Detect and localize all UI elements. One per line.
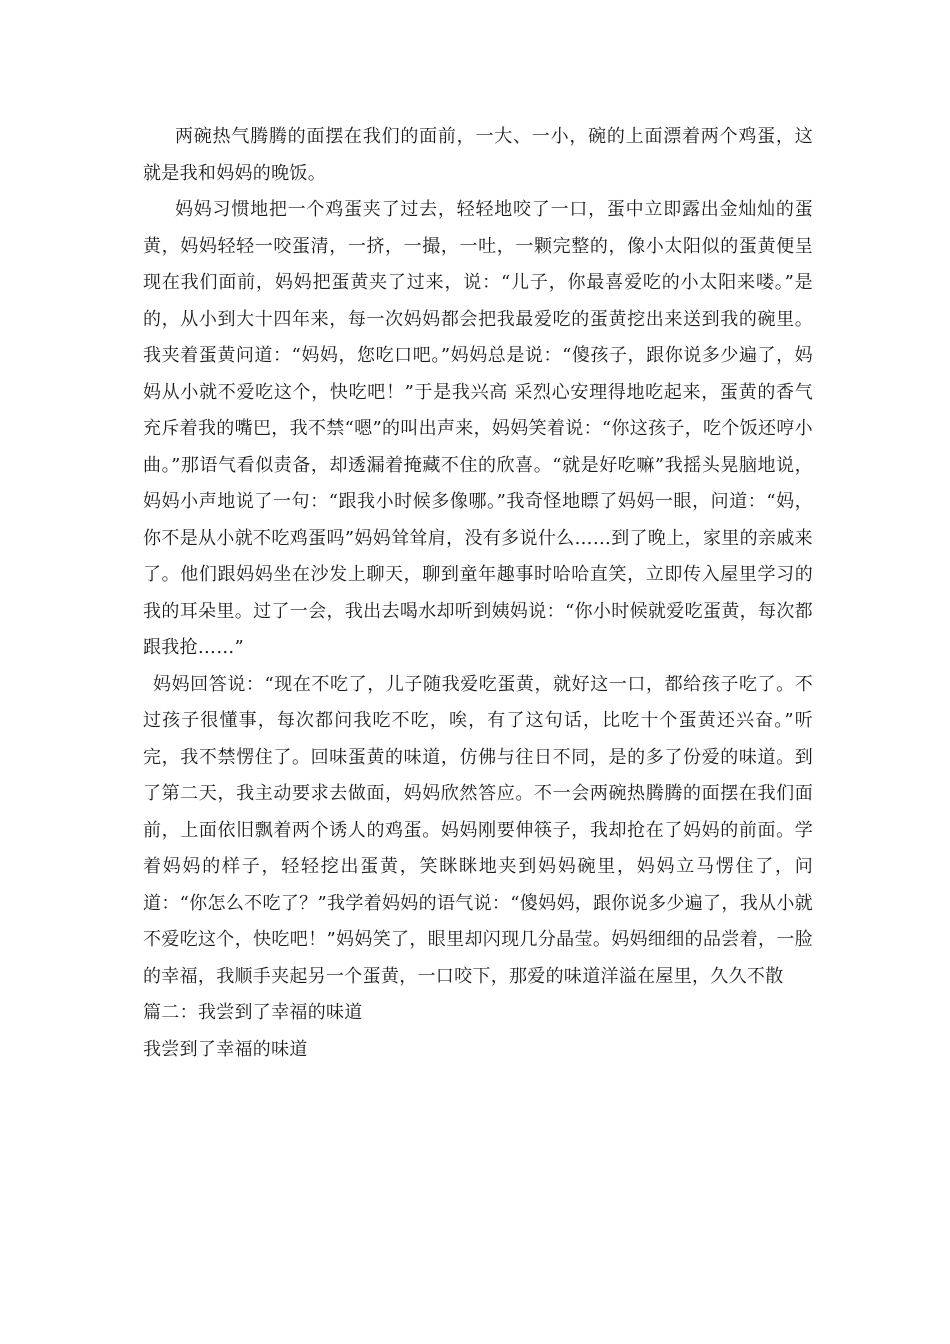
paragraph-intro: 两碗热气腾腾的面摆在我们的面前，一大、一小，碗的上面漂着两个鸡蛋，这就是我和妈妈的晚饭。 bbox=[143, 126, 813, 184]
essay-title: 我尝到了幸福的味道 bbox=[143, 1038, 308, 1060]
paragraph-egg-yolk-story: 妈妈习惯地把一个鸡蛋夹了过去，轻轻地咬了一口，蛋中立即露出金灿灿的蛋黄，妈妈轻轻一咬蛋清，一挤，一撮，一吐，一颗完整的，像小太阳似的蛋黄便呈现在我们面前，妈妈把蛋黄夹了过来，说：“儿子，你最喜爱吃的小太阳来喽。”是的，从小到大十四年来，每一次妈妈都会把我最爱吃的蛋黄挖出来送到我的碗里。我夹着蛋黄问道：“妈妈，您吃口吧。”妈妈总是说：“傻孩子，跟你说多少遍了，妈妈从小就不爱吃这个，快吃吧！”于是我兴高 采烈心安理得地吃起来，蛋黄的香气充斥着我的嘴巴，我不禁“嗯”的叫出声来，妈妈笑着说：“你这孩子，吃个饭还哼小曲。”那语气看似责备，却透漏着掩藏不住的欣喜。“就是好吃嘛”我摇头晃脑地说，妈妈小声地说了一句：“跟我小时候多像哪。”我奇怪地瞟了妈妈一眼，问道：“妈，你不是从小就不吃鸡蛋吗”妈妈耸耸肩，没有多说什么……到了晚上，家里的亲戚来了。他们跟妈妈坐在沙发上聊天，聊到童年趣事时哈哈直笑，立即传入屋里学习的我的耳朵里。过了一会，我出去喝水却听到姨妈说：“你小时候就爱吃蛋黄，每次都跟我抢……” bbox=[143, 199, 813, 658]
paragraph-mother-answer: 妈妈回答说：“现在不吃了，儿子随我爱吃蛋黄，就好这一口，都给孩子吃了。不过孩子很懂事，每次都问我吃不吃，唉，有了这句话，比吃十个蛋黄还兴奋。”听完，我不禁愣住了。回味蛋黄的味道，仿佛与往日不同，是的多了份爱的味道。到了第二天，我主动要求去做面，妈妈欣然答应。不一会两碗热腾腾的面摆在我们面前，上面依旧飘着两个诱人的鸡蛋。妈妈刚要伸筷子，我却抢在了妈妈的前面。学着妈妈的样子，轻轻挖出蛋黄，笑眯眯地夹到妈妈碗里，妈妈立马愣住了，问道：“你怎么不吃了？”我学着妈妈的语气说：“傻妈妈，跟你说多少遍了，我从小就不爱吃这个，快吃吧！”妈妈笑了，眼里却闪现几分晶莹。妈妈细细的品尝着，一脸的幸福，我顺手夹起另一个蛋黄，一口咬下，那爱的味道洋溢在屋里，久久不散 bbox=[143, 673, 813, 987]
section-heading-part-two: 篇二：我尝到了幸福的味道 bbox=[143, 1002, 363, 1023]
document-body bbox=[143, 119, 813, 1068]
